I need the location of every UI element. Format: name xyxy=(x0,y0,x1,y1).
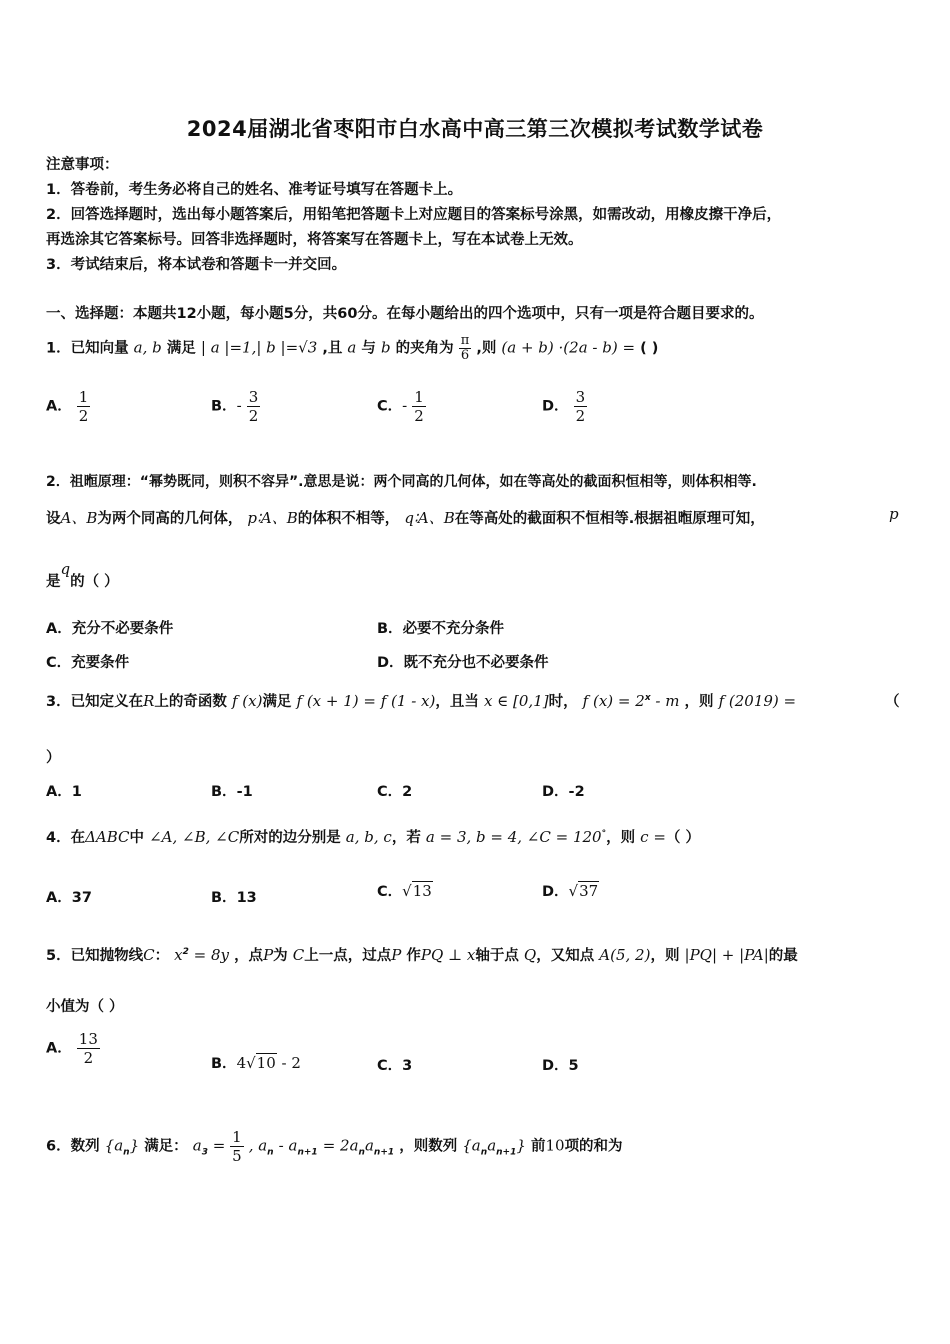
q1-option-a-fraction: $\frac{1}{2}$ xyxy=(78,388,89,425)
question-6: 6．数列 $\{a_n\}$ 满足： $a_3$ = $\frac{1}{5}$ , $a_n - a_{n+1} = 2a_na_{n+1}$ ，则数列 $\{a_na_{n+1}\}$ 前10项的和为 xyxy=(46,1128,623,1165)
q5-option-d[interactable]: D．5 xyxy=(542,1058,579,1074)
q1-prefix: 1．已知向量 xyxy=(46,340,129,357)
q4-option-c[interactable]: C．√13 xyxy=(377,882,432,900)
sqrt-10: √10 xyxy=(246,1054,276,1072)
q5-option-b[interactable]: B．4√10 - 2 xyxy=(211,1054,301,1072)
q4-option-b[interactable]: B．13 xyxy=(211,890,257,906)
q3-option-c[interactable]: C．2 xyxy=(377,784,413,800)
notes-heading: 注意事项： xyxy=(46,157,119,173)
note-3: 3．考试结束后，将本试卷和答题卡一并交回。 xyxy=(46,257,347,273)
q1-option-b[interactable]: B．- $\frac{3}{2}$ xyxy=(211,388,259,425)
q1-text: 满足 xyxy=(166,340,196,357)
q1-expression: (a + b) ·(2a - b) = xyxy=(501,338,636,357)
question-2-line-1: 2．祖暅原理：“幂势既同，则积不容异”.意思是说：两个同高的几何体，如在等高处的截面积恒相等，则体积相等. xyxy=(46,474,757,490)
page-title: 2024届湖北省枣阳市白水高中高三第三次模拟考试数学试卷 xyxy=(186,117,764,141)
question-5: 5．已知抛物线C： $x^2 = 8y$ ，点P为 C上一点，过点P 作PQ ⊥ x轴于点 Q，又知点 A(5, 2)，则 |PQ| + |PA|的最 xyxy=(46,946,798,964)
q1-option-a[interactable]: A． $\frac{1}{2}$ xyxy=(46,388,89,425)
q1-text: ,且 xyxy=(322,340,343,357)
q6-fraction: $\frac{1}{5}$ xyxy=(232,1128,242,1165)
question-3: 3．已知定义在R上的奇函数 f (x)满足 f (x + 1) = f (1 - x)，且当 x ∈ [0,1]时， f $(x) = 2^x - m$ ，则 f (2019) = xyxy=(46,692,797,710)
question-2-line-2: 设A、B为两个同高的几何体， p∶A、B的体积不相等， q∶A、B在等高处的截面积不恒相等.根据祖暅原理可知， xyxy=(46,509,765,527)
question-4: 4．在ΔABC中 ∠A, ∠B, ∠C所对的边分别是 a, b, c，若 a = 3, b = 4, ∠C = 120°，则 c =（ ） xyxy=(46,828,700,846)
sqrt-13: √13 xyxy=(402,882,432,900)
q1-vec-b: b xyxy=(380,338,391,357)
q5-option-a[interactable]: A． $\frac{13}{2}$ xyxy=(46,1030,98,1067)
q3-option-b[interactable]: B．-1 xyxy=(211,784,253,800)
q1-vec-a: a xyxy=(347,338,357,357)
q3-bracket-close: ） xyxy=(46,750,61,766)
q1-option-b-fraction: $\frac{3}{2}$ xyxy=(248,388,259,425)
q1-option-c-fraction: $\frac{1}{2}$ xyxy=(414,388,424,425)
question-5-line-2: 小值为（ ） xyxy=(46,999,124,1015)
section-heading: 一、选择题：本题共12小题，每小题5分，共60分。在每小题给出的四个选项中，只有一项是符合题目要求的。 xyxy=(46,306,764,322)
question-2-line-3: 是q的（ ） xyxy=(46,560,119,590)
q1-text: 与 xyxy=(361,340,376,357)
q1-cond: | a |=1,| b |=√3 xyxy=(200,338,318,357)
q1-text: 的夹角为 xyxy=(395,340,454,357)
question-1 xyxy=(46,334,658,363)
note-2: 2．回答选择题时，选出每小题答案后，用铅笔把答题卡上对应题目的答案标号涂黑，如需改动，用橡皮擦干净后， xyxy=(46,207,782,223)
q1-vars: a, b xyxy=(133,338,162,357)
q3-option-d[interactable]: D．-2 xyxy=(542,784,585,800)
q2-option-a[interactable]: A．充分不必要条件 xyxy=(46,621,174,637)
note-1: 1．答卷前，考生务必将自己的姓名、准考证号填写在答题卡上。 xyxy=(46,182,463,198)
q3-bracket-open: （ xyxy=(885,694,900,710)
q1-option-d-fraction: $\frac{3}{2}$ xyxy=(575,388,586,425)
q1-text: ,则 xyxy=(476,340,497,357)
q4-option-d[interactable]: D．√37 xyxy=(542,882,599,900)
q5-option-a-fraction: $\frac{13}{2}$ xyxy=(78,1030,98,1067)
note-2-cont: 再选涂其它答案标号。回答非选择题时，将答案写在答题卡上，写在本试卷上无效。 xyxy=(46,232,583,248)
q2-var-p: p xyxy=(889,505,899,523)
q2-option-d[interactable]: D．既不充分也不必要条件 xyxy=(377,655,549,671)
sqrt-37: √37 xyxy=(568,882,599,900)
q2-option-b[interactable]: B．必要不充分条件 xyxy=(377,621,505,637)
q1-bracket: ( ) xyxy=(640,340,659,357)
q2-option-c[interactable]: C．充要条件 xyxy=(46,655,130,671)
q3-option-a[interactable]: A．1 xyxy=(46,784,82,800)
q4-option-a[interactable]: A．37 xyxy=(46,890,92,906)
q1-angle-fraction: $\frac{\pi}{6}$ xyxy=(460,333,470,363)
q1-option-d[interactable]: D． $\frac{3}{2}$ xyxy=(542,388,586,425)
q5-option-c[interactable]: C．3 xyxy=(377,1058,413,1074)
q1-option-c[interactable]: C．- $\frac{1}{2}$ xyxy=(377,388,424,425)
